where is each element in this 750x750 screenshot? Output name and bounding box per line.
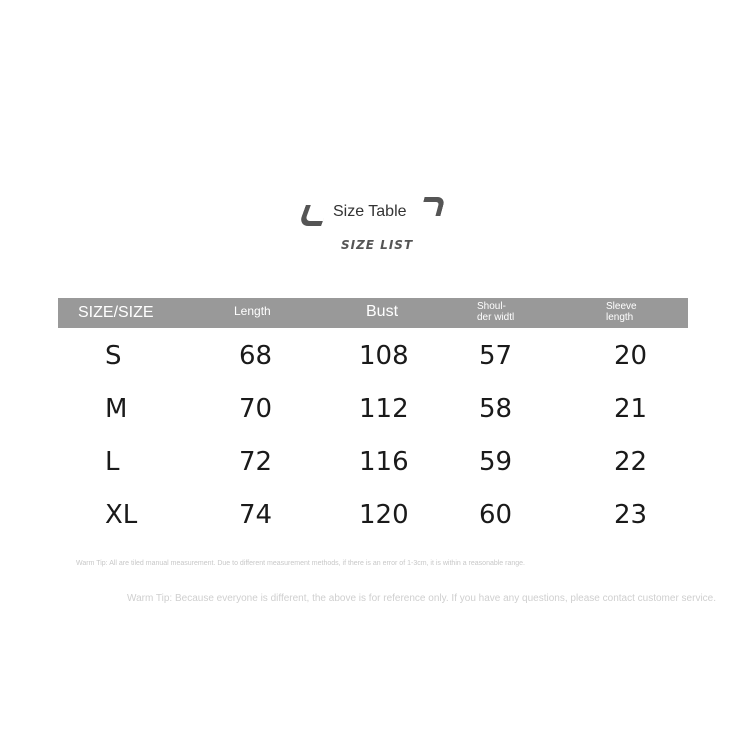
cell-length: 70: [239, 394, 273, 424]
cell-sleeve-length: 23: [614, 500, 648, 530]
cell-size: S: [105, 341, 122, 371]
cell-bust: 108: [359, 341, 409, 371]
cell-shoulder-width: 59: [479, 447, 513, 477]
cell-bust: 116: [359, 447, 409, 477]
table-row: [58, 328, 688, 381]
table-row: [58, 487, 688, 540]
cell-size: XL: [105, 500, 138, 530]
right-bracket-icon: [419, 197, 445, 216]
cell-length: 68: [239, 341, 273, 371]
cell-size: M: [105, 394, 128, 424]
page-title: Size Table: [333, 203, 407, 220]
header-size: SIZE/SIZE: [78, 304, 154, 321]
header-sleeve-length: Sleeve length: [606, 301, 637, 323]
page-subtitle: SIZE LIST: [341, 238, 414, 252]
header-length: Length: [234, 304, 271, 318]
cell-sleeve-length: 20: [614, 341, 648, 371]
left-bracket-icon: [298, 205, 329, 226]
cell-shoulder-width: 58: [479, 394, 513, 424]
cell-shoulder-width: 60: [479, 500, 513, 530]
cell-shoulder-width: 57: [479, 341, 513, 371]
table-row: [58, 434, 688, 487]
table-header-row: [58, 298, 688, 328]
cell-length: 74: [239, 500, 273, 530]
cell-sleeve-length: 21: [614, 394, 648, 424]
cell-bust: 112: [359, 394, 409, 424]
size-table: [58, 298, 688, 540]
header-bust: Bust: [366, 303, 399, 320]
cell-bust: 120: [359, 500, 409, 530]
cell-length: 72: [239, 447, 273, 477]
size-table-title-block: [0, 190, 750, 260]
header-shoulder-width: Shoul- der widtl: [477, 301, 515, 323]
warm-tip-note: Warm Tip: Because everyone is different, the above is for reference only. If you have any questions, please contact customer service.: [127, 593, 717, 604]
cell-size: L: [105, 447, 120, 477]
measurement-note: Warm Tip: All are tiled manual measurement. Due to different measurement methods, if there is an error of 1-3cm, it is within a reasonable range.: [76, 560, 525, 567]
table-row: [58, 381, 688, 434]
cell-sleeve-length: 22: [614, 447, 648, 477]
